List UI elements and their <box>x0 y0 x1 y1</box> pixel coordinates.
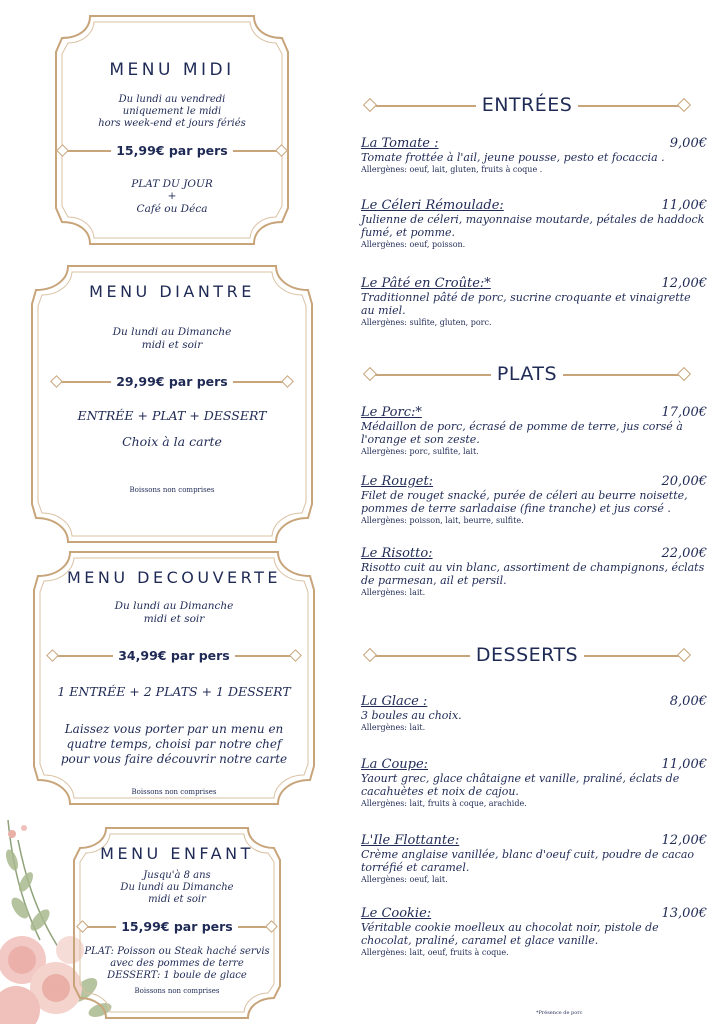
item-name: La Coupe: <box>361 757 429 772</box>
item-allergens: Allergènes: lait. <box>361 588 426 597</box>
section-header-entrees <box>362 94 692 116</box>
menu-midi-title: MENU MIDI <box>109 60 235 80</box>
menu-midi-info-2: uniquement le midi <box>122 106 222 117</box>
menu-diantre-card <box>28 262 316 546</box>
menu-item <box>361 546 707 598</box>
menu-midi-price-row <box>52 142 292 160</box>
item-name: Le Risotto: <box>361 546 433 561</box>
section-title-plats: PLATS <box>491 363 563 385</box>
menu-diantre-price: 29,99€ par pers <box>111 374 233 389</box>
menu-decouverte-title: MENU DECOUVERTE <box>67 568 281 587</box>
item-name: Le Rouget: <box>361 474 434 489</box>
item-name: La Tomate : <box>361 136 439 151</box>
item-description: Crème anglaise vanillée, blanc d'oeuf cuit, poudre de cacao torréfié et caramel. <box>361 848 695 874</box>
section-title-desserts: DESSERTS <box>470 644 584 666</box>
menu-decouverte-info-2: midi et soir <box>143 613 205 625</box>
menu-enfant-detail-1: PLAT: Poisson ou Steak haché servis <box>84 946 270 957</box>
menu-item <box>361 405 707 457</box>
item-allergens: Allergènes: oeuf, lait, gluten, fruits à coque . <box>361 165 543 174</box>
menu-decouverte-detail-2: Laissez vous porter par un menu en <box>64 722 284 736</box>
menu-decouverte-card <box>30 548 318 808</box>
menu-midi-price: 15,99€ par pers <box>111 143 233 158</box>
menu-diantre-detail-2: Choix à la carte <box>122 434 222 449</box>
menu-item <box>361 276 707 328</box>
menu-diantre-info-1: Du lundi au Dimanche <box>112 326 232 338</box>
menu-item <box>361 136 707 175</box>
item-allergens: Allergènes: lait. <box>361 723 426 732</box>
item-name: Le Cookie: <box>361 906 432 921</box>
menu-midi-detail-1: PLAT DU JOUR <box>131 178 213 190</box>
menu-decouverte-info-1: Du lundi au Dimanche <box>114 600 234 612</box>
item-price: 20,00€ <box>661 474 707 489</box>
menu-diantre-detail-1: ENTRÉE + PLAT + DESSERT <box>77 408 267 423</box>
item-description: Médaillon de porc, écrasé de pomme de terre, jus corsé à l'orange et son zeste. <box>361 420 683 446</box>
menu-item <box>361 474 707 526</box>
item-description: Risotto cuit au vin blanc, assortiment de champignons, éclats de parmesan, ail et persil. <box>361 561 705 587</box>
item-price: 22,00€ <box>661 546 707 561</box>
menu-diantre-info-2: midi et soir <box>141 339 203 351</box>
menu-midi-detail-3: Café ou Déca <box>136 203 208 215</box>
menu-enfant-price: 15,99€ par pers <box>116 919 238 934</box>
menu-diantre-title: MENU DIANTRE <box>89 282 255 301</box>
item-price: 11,00€ <box>661 198 707 213</box>
menu-item <box>361 198 707 250</box>
menu-decouverte-price: 34,99€ par pers <box>113 648 235 663</box>
item-allergens: Allergènes: oeuf, poisson. <box>361 240 466 249</box>
menu-enfant-title: MENU ENFANT <box>100 844 254 863</box>
menu-item <box>361 833 707 885</box>
item-allergens: Allergènes: oeuf, lait. <box>361 875 448 884</box>
item-description: Véritable cookie moelleux au chocolat noir, pistole de chocolat, praliné, caramel et glace vanille. <box>361 921 659 947</box>
item-allergens: Allergènes: poisson, lait, beurre, sulfite. <box>361 516 524 525</box>
menu-midi-detail-2: + <box>167 190 177 202</box>
item-price: 13,00€ <box>661 906 707 921</box>
menu-enfant-detail-2: avec des pommes de terre <box>110 958 244 969</box>
item-price: 12,00€ <box>661 276 707 291</box>
item-name: Le Céleri Rémoulade: <box>361 198 504 213</box>
menu-enfant-card <box>70 824 284 1022</box>
item-description: Filet de rouget snacké, purée de céleri au beurre noisette, pommes de terre sarladaise (fine tranche) et jus corsé . <box>361 489 688 515</box>
menu-enfant-info-1: Jusqu'à 8 ans <box>143 870 211 881</box>
item-allergens: Allergènes: sulfite, gluten, porc. <box>361 318 492 327</box>
item-name: Le Porc:* <box>361 405 422 420</box>
item-description: Tomate frottée à l'ail, jeune pousse, pesto et focaccia . <box>361 151 665 164</box>
menu-decouverte-detail-3: quatre temps, choisi par notre chef <box>66 737 282 751</box>
item-price: 12,00€ <box>661 833 707 848</box>
section-header-plats <box>362 363 692 385</box>
menu-enfant-note: Boissons non comprises <box>134 987 220 995</box>
menu-diantre-price-row <box>28 373 316 391</box>
item-allergens: Allergènes: porc, sulfite, lait. <box>361 447 479 456</box>
menu-midi-info-3: hors week-end et jours fériés <box>98 118 246 129</box>
menu-decouverte-price-row <box>30 647 318 665</box>
menu-enfant-price-row <box>70 918 284 936</box>
item-description: Traditionnel pâté de porc, sucrine croquante et vinaigrette au miel. <box>361 291 691 317</box>
section-title-entrees: ENTRÉES <box>476 94 579 116</box>
menu-item <box>361 694 707 733</box>
item-description: 3 boules au choix. <box>361 709 462 722</box>
item-allergens: Allergènes: lait, oeuf, fruits à coque. <box>361 948 509 957</box>
item-name: La Glace : <box>361 694 428 709</box>
item-allergens: Allergènes: lait, fruits à coque, arachide. <box>361 799 527 808</box>
item-price: 9,00€ <box>669 136 707 151</box>
menu-diantre-note: Boissons non comprises <box>129 486 215 494</box>
menu-enfant-detail-3: DESSERT: 1 boule de glace <box>107 970 247 981</box>
item-price: 8,00€ <box>669 694 707 709</box>
section-header-desserts <box>362 644 692 666</box>
item-name: Le Pâté en Croûte:* <box>361 276 491 291</box>
footnote: *Présence de porc <box>536 1010 583 1016</box>
menu-midi-info-1: Du lundi au vendredi <box>118 94 226 105</box>
item-description: Julienne de céleri, mayonnaise moutarde, pétales de haddock fumé, et pomme. <box>361 213 705 239</box>
menu-item <box>361 757 707 809</box>
menu-decouverte-detail-1: 1 ENTRÉE + 2 PLATS + 1 DESSERT <box>57 684 291 699</box>
menu-midi-card <box>52 12 292 248</box>
item-name: L'Ile Flottante: <box>361 833 460 848</box>
item-price: 11,00€ <box>661 757 707 772</box>
menu-decouverte-detail-4: pour vous faire découvrir notre carte <box>60 752 288 766</box>
item-price: 17,00€ <box>661 405 707 420</box>
menu-item <box>361 906 707 958</box>
menu-decouverte-note: Boissons non comprises <box>131 788 217 796</box>
menu-enfant-info-3: midi et soir <box>148 894 206 905</box>
menu-enfant-info-2: Du lundi au Dimanche <box>120 882 234 893</box>
item-description: Yaourt grec, glace châtaigne et vanille, praliné, éclats de cacahuètes et noix de cajou. <box>361 772 680 798</box>
